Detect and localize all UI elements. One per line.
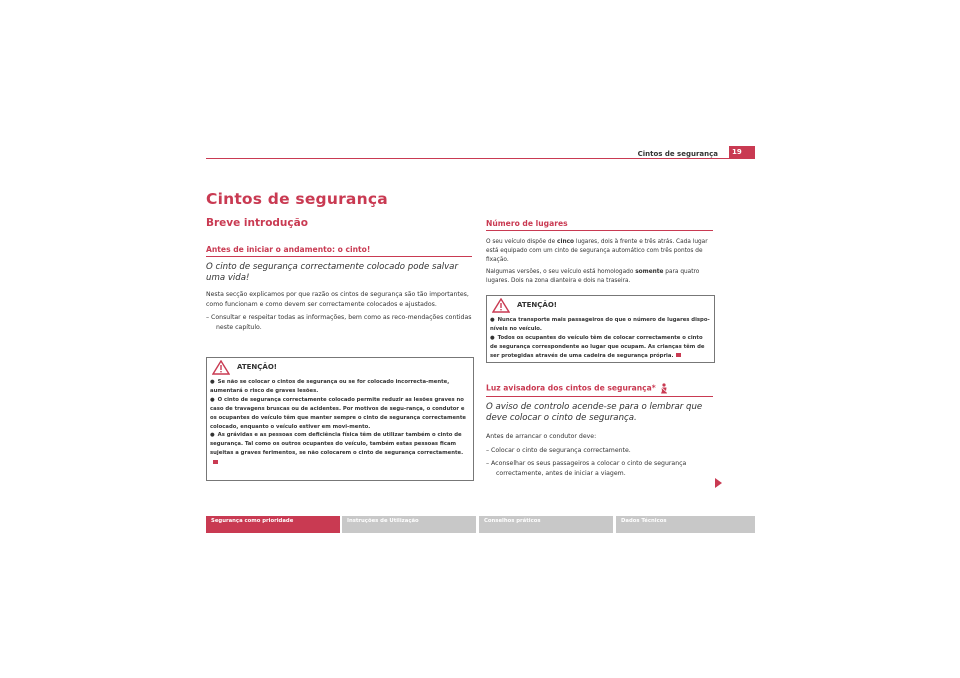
right-subheading-2: Luz avisadora dos cintos de segurança* — [486, 383, 668, 394]
end-mark-icon — [213, 460, 218, 464]
left-subheading-rule — [206, 256, 472, 257]
warning-item: ● O cinto de segurança correctamente colocado permite reduzir as lesões graves no caso de travagens bruscas ou de acidentes. Por motivos de segu-rança, o condutor e os ocupantes do veículo têm que manter sempre o cinto de segurança correctamente colocado, enquanto o veículo estiver em movi-mento. — [210, 396, 466, 430]
warning-header — [207, 358, 473, 378]
section-title: Breve introdução — [206, 217, 308, 229]
left-para-2: – Consultar e respeitar todas as informações, bem como as reco-mendações contidas neste capítulo. — [206, 314, 472, 331]
right-body-2 — [486, 432, 716, 478]
right-para-2: Nalgumas versões, o seu veículo está homologado somente para quatro lugares. Dois na zona dianteira e dois na traseira. — [486, 268, 700, 284]
chapter-title: Cintos de segurança — [206, 190, 388, 208]
continue-arrow-icon — [715, 478, 722, 488]
warning-body — [487, 316, 714, 364]
warning-item: ● Se não se colocar o cintos de segurança ou se for colocado incorrecta-mente, aumentará o risco de graves lesões. — [210, 379, 450, 394]
warning-item: ● As grávidas e as pessoas com deficiência física têm de utilizar também o cinto de segurança. Tal como os outros ocupantes do veículo, também estas pessoas ficam sujeitas a graves ferimentos, se não colocarem o cinto de segurança correctamente. — [210, 431, 470, 467]
right-subheading-2-rule — [486, 396, 713, 397]
left-intro: O cinto de segurança correctamente colocado pode salvar uma vida! — [206, 262, 458, 283]
right-intro: O aviso de controlo acende-se para o lembrar que deve colocar o cinto de segurança. — [486, 402, 703, 423]
left-warning-box — [206, 357, 474, 481]
warning-title: ATENÇÃO! — [517, 301, 557, 309]
warning-item: ● Nunca transporte mais passageiros do que o número de lugares dispo-níveis no veículo. — [490, 317, 710, 332]
footer-tab-safety[interactable]: Segurança como prioridade — [206, 516, 340, 533]
end-mark-icon — [676, 353, 681, 357]
right-para-3: Antes de arrancar o condutor deve: — [486, 433, 597, 440]
header-rule — [206, 158, 729, 159]
warning-title: ATENÇÃO! — [237, 363, 277, 371]
left-subheading: Antes de iniciar o andamento: o cinto! — [206, 245, 371, 254]
footer-tab-tips[interactable]: Conselhos práticos — [479, 516, 613, 533]
running-title: Cintos de segurança — [637, 150, 718, 158]
page-number: 19 — [729, 146, 755, 159]
right-body-1 — [486, 238, 716, 286]
warning-body — [207, 378, 473, 470]
right-para-5: – Aconselhar os seus passageiros a colocar o cinto de segurança correctamente, antes de iniciar a viagem. — [486, 460, 687, 477]
right-subheading-1-rule — [486, 230, 713, 231]
right-para-1: O seu veículo dispõe de cinco lugares, dois à frente e três atrás. Cada lugar está equipado com um cinto de segurança automático com três pontos de fixação. — [486, 239, 708, 263]
warning-triangle-icon — [492, 298, 510, 313]
right-para-4: – Colocar o cinto de segurança correctamente. — [486, 446, 631, 454]
warning-triangle-icon — [212, 360, 230, 375]
warning-header — [487, 296, 714, 316]
footer-tab-instructions[interactable]: Instruções de Utilização — [342, 516, 476, 533]
seatbelt-warning-icon — [660, 383, 668, 394]
right-warning-box — [486, 295, 715, 363]
footer-tab-technical[interactable]: Dados Técnicos — [616, 516, 755, 533]
right-subheading-1: Número de lugares — [486, 219, 568, 228]
warning-item: ● Todos os ocupantes do veículo têm de colocar correctamente o cinto de segurança correspondente ao lugar que ocupam. As crianças têm de ser protegidas através de uma cadeira de segurança própria. — [490, 334, 705, 359]
left-para-1: Nesta secção explicamos por que razão os cintos de segurança são tão importantes, como funcionam e como devem ser correctamente colocados e ajustados. — [206, 291, 469, 308]
left-body — [206, 290, 474, 332]
